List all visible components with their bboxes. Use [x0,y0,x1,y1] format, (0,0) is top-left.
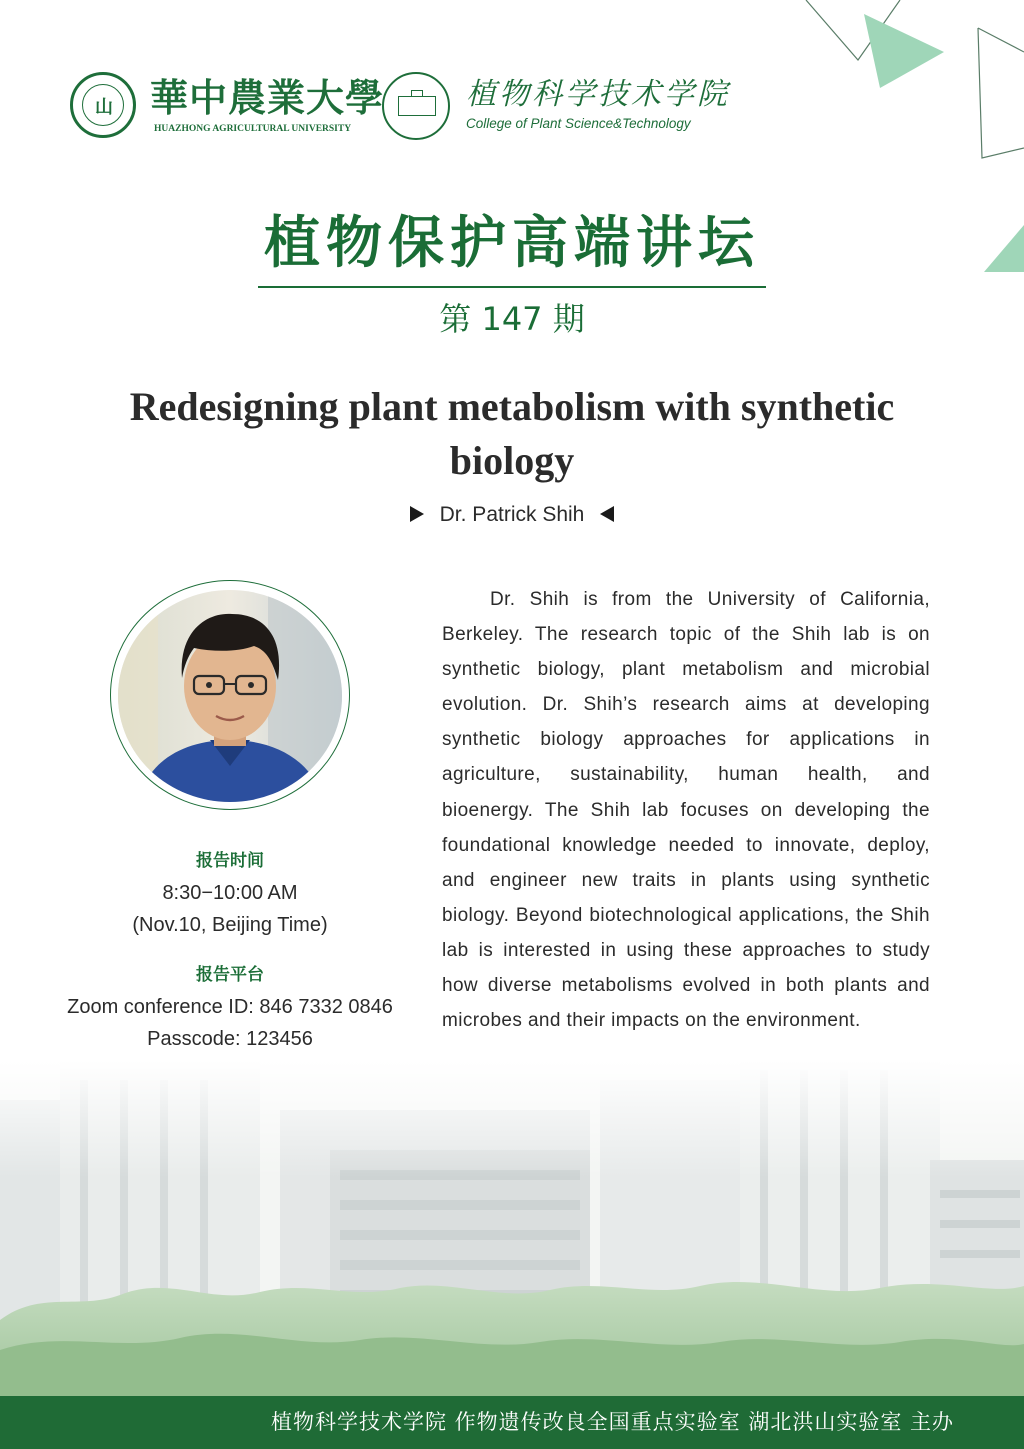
university-name-cn: 華中農業大學 [150,75,385,120]
time-section [30,846,430,941]
zoom-id: Zoom conference ID: 846 7332 0846 [67,996,393,1018]
speaker-row [0,498,1024,532]
talk-title: Redesigning plant metabolism with synthetic biology [129,384,895,483]
time-date: (Nov.10, Beijing Time) [132,914,328,936]
play-left-icon [600,506,614,522]
college-seal-icon [382,72,450,140]
title-divider [258,286,766,288]
organizers-text: 植物科学技术学院 作物遗传改良全国重点实验室 湖北洪山实验室 主办 [270,1410,954,1434]
bio-text: Dr. Shih is from the University of California, Berkeley. The research topic of the Shih lab is on synthetic biology, plant metabolism and microbial evolution. Dr. Shih’s research aims at developing synthetic biology approaches for applications in agriculture, sustainability, human health, and bioenergy. The Shih lab focuses on developing the foundational knowledge needed to innovate, deploy, and engineer new traits in plants using synthetic biology. Beyond biotechnological applications, the Shih lab is interested in using these approaches to study how diverse metabolisms evolved in both plants and microbes and their impacts on the environment. [442,589,930,1032]
university-logo [70,72,385,142]
speaker-name: Dr. Patrick Shih [439,503,585,526]
time-label: 报告时间 [196,851,264,871]
speaker-bio [442,582,930,1038]
time-value: 8:30−10:00 AM [162,882,298,904]
college-name-en: College of Plant Science&Technology [466,116,691,131]
university-seal-icon: 山 [70,72,136,138]
college-logo [382,72,730,142]
platform-label: 报告平台 [196,965,264,985]
forum-title: 植物保护高端讲坛 [264,210,760,276]
issue-number: 第 147 期 [439,300,585,338]
play-right-icon [410,506,424,522]
speaker-portrait [118,590,342,802]
university-name-en: HUAZHONG AGRICULTURAL UNIVERSITY [154,124,352,134]
college-name-cn: 植物科学技术学院 [466,77,730,112]
campus-background-image [0,1060,1024,1396]
zoom-passcode: Passcode: 123456 [147,1028,313,1050]
footer-bar [0,1396,1024,1449]
platform-section [30,960,430,1055]
